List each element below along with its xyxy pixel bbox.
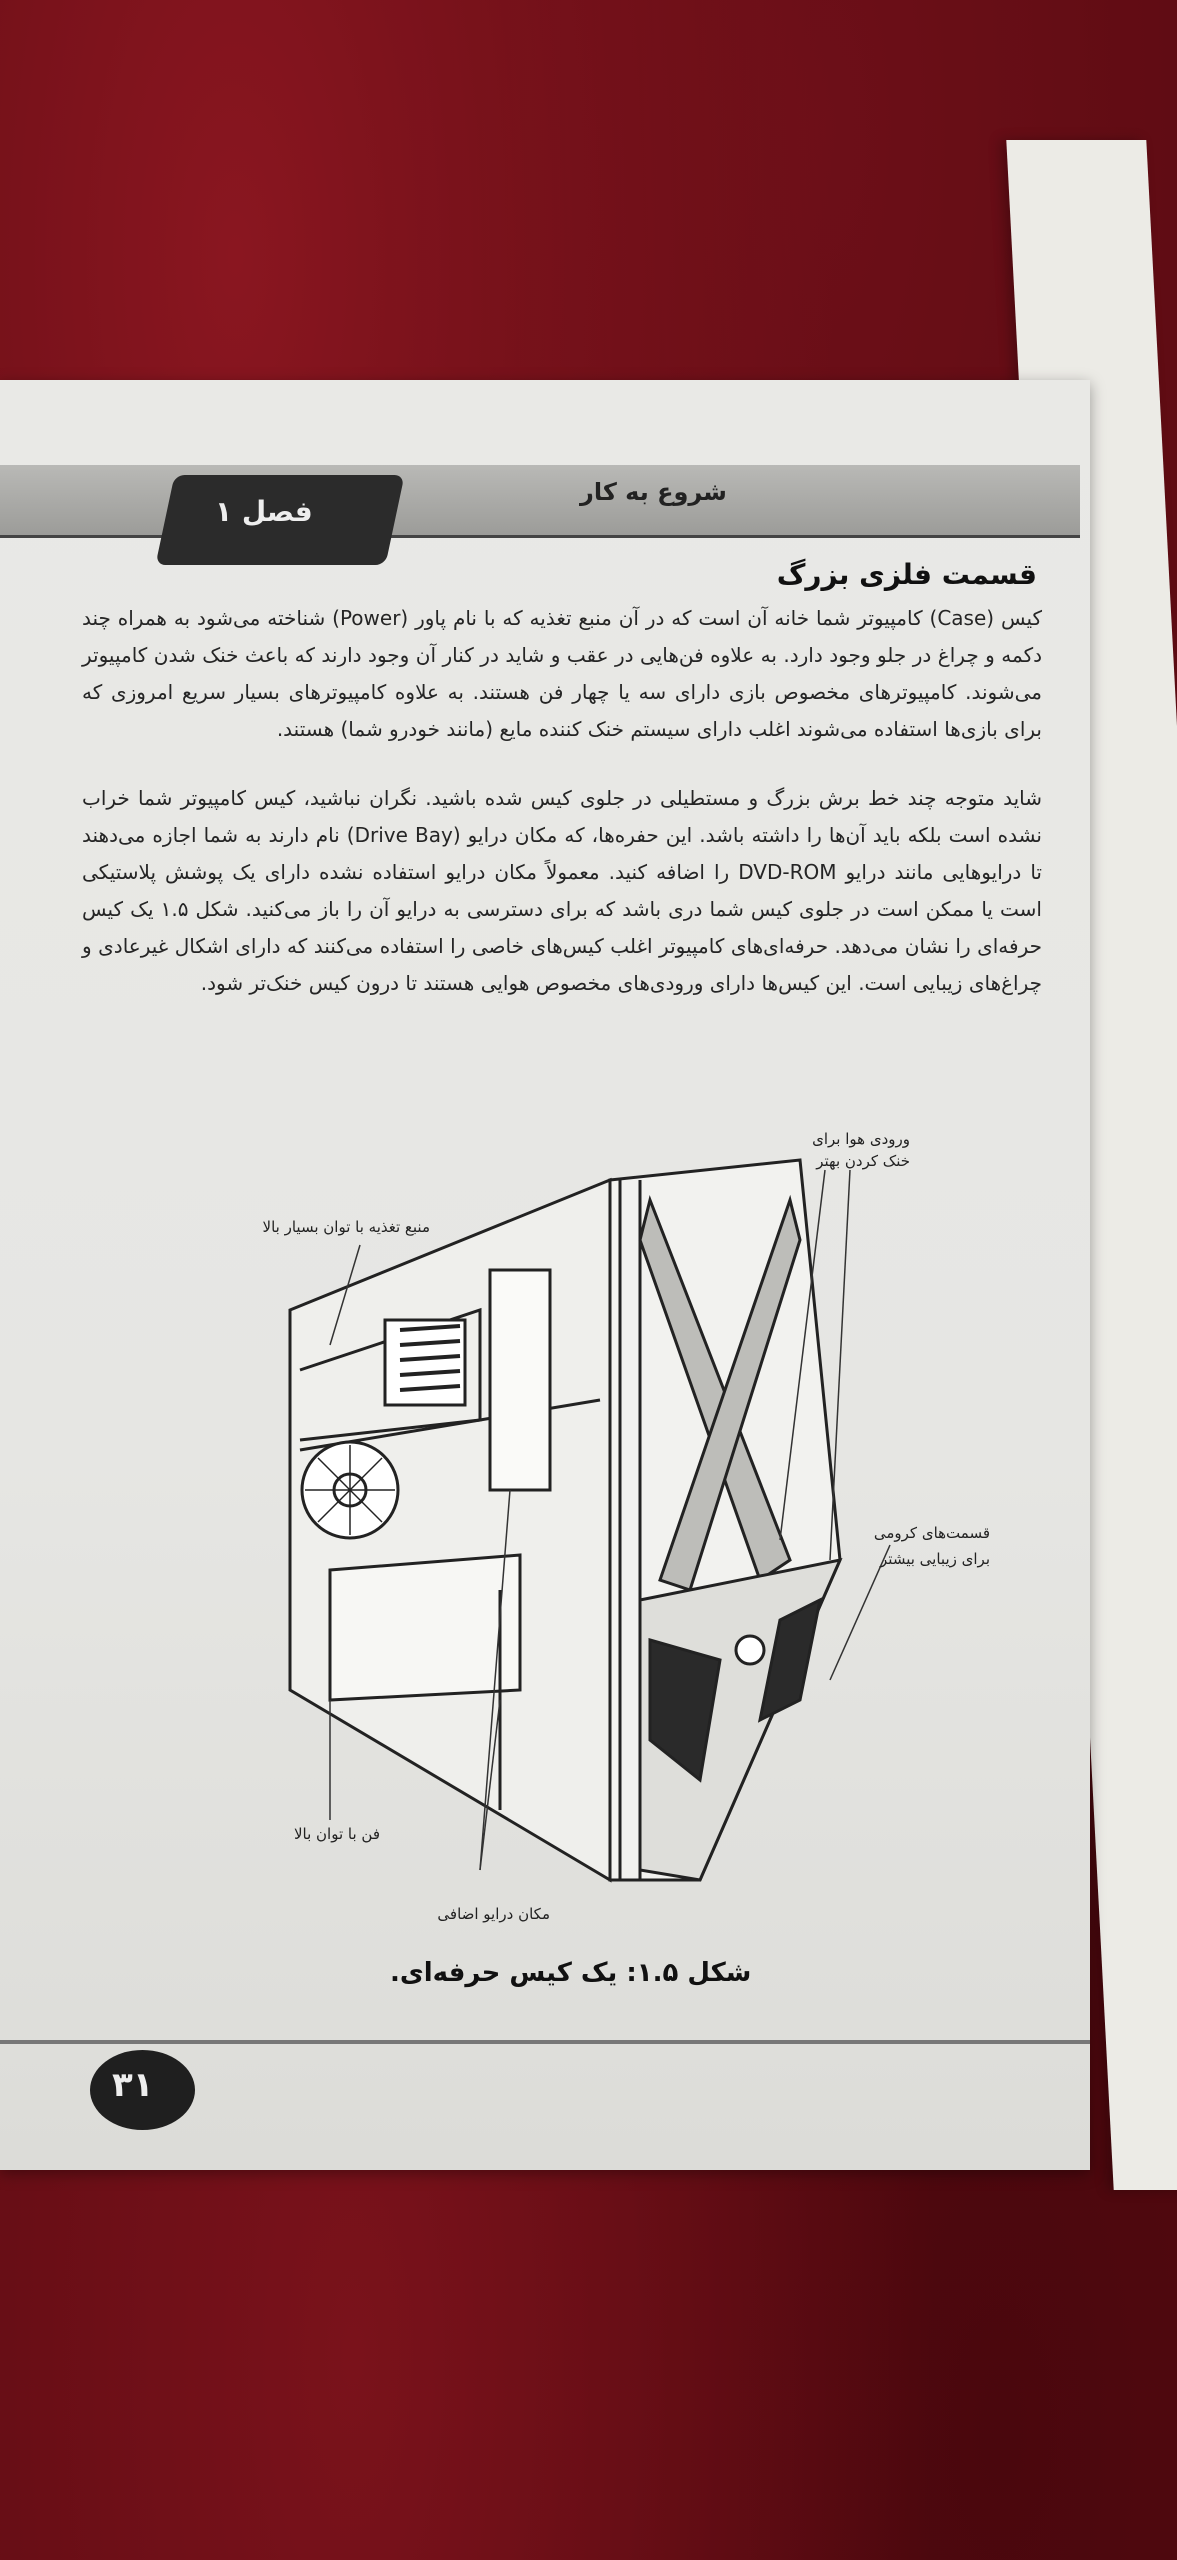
callout-power-supply: منبع تغذیه با توان بسیار بالا [262, 1218, 430, 1236]
callout-air-intake: ورودی هوا برای خنک کردن بهتر [812, 1130, 910, 1170]
chapter-label: فصل ۱ [215, 495, 313, 528]
callout-fan: فن با توان بالا [293, 1825, 380, 1843]
figure-caption: شکل ۱.۵: یک کیس حرفه‌ای. [390, 1958, 752, 1988]
footer-divider [0, 2040, 1090, 2044]
paragraph-1: کیس (Case) کامپیوتر شما خانه آن است که در آن منبع تغذیه که با نام پاور (Power) شناخته می‌شود به همراه چند دکمه و چراغ در جلو وجود دارد. به علاوه فن‌هایی در عقب و شاید در کنار آن وجود دارند که باعث خنک شدن کامپیوتر می‌شوند. کامپیوترهای مخصوص بازی دارای سه یا چهار فن هستند. به علاوه کامپیوترهای بسیار سریع امروزی که برای بازی‌ها استفاده می‌شوند اغلب دارای سیستم خنک کننده مایع (مانند خودرو شما) هستند. [82, 606, 1043, 741]
page-number: ۳۱ [112, 2065, 154, 2105]
callout-drive-bay: مکان درایو اضافی [437, 1905, 550, 1923]
section-title: قسمت فلزی بزرگ [776, 558, 1037, 591]
paragraph-2: شاید متوجه چند خط برش بزرگ و مستطیلی در جلوی کیس شده باشید. نگران نباشید، کیس کامپیوتر شما خراب نشده است بلکه باید آن‌ها را داشته باشد. این حفره‌ها، که مکان درایو (Drive Bay) نام دارند به شما اجازه می‌دهند تا درایوهایی مانند درایو DVD-ROM را اضافه کنید. معمولاً مکان درایو استفاده نشده دارای یک پوشش پلاستیکی است یا ممکن است در جلوی کیس شما دری باشد که برای دسترسی به درایو آن را باز می‌کنید. شکل ۱.۵ یک کیس حرفه‌ای را نشان می‌دهد. حرفه‌ای‌های کامپیوتر اغلب کیس‌های خاصی را استفاده می‌کنند که دارای اشکال غیرعادی و چراغ‌های زیبایی است. این کیس‌ها دارای ورودی‌های مخصوص هوایی هستند تا درون کیس خنک‌تر شود. [82, 786, 1042, 995]
chapter-title: شروع به کار [580, 478, 727, 506]
callout-chrome: قسمت‌های کرومی برای زیبایی بیشتر [873, 1524, 990, 1568]
